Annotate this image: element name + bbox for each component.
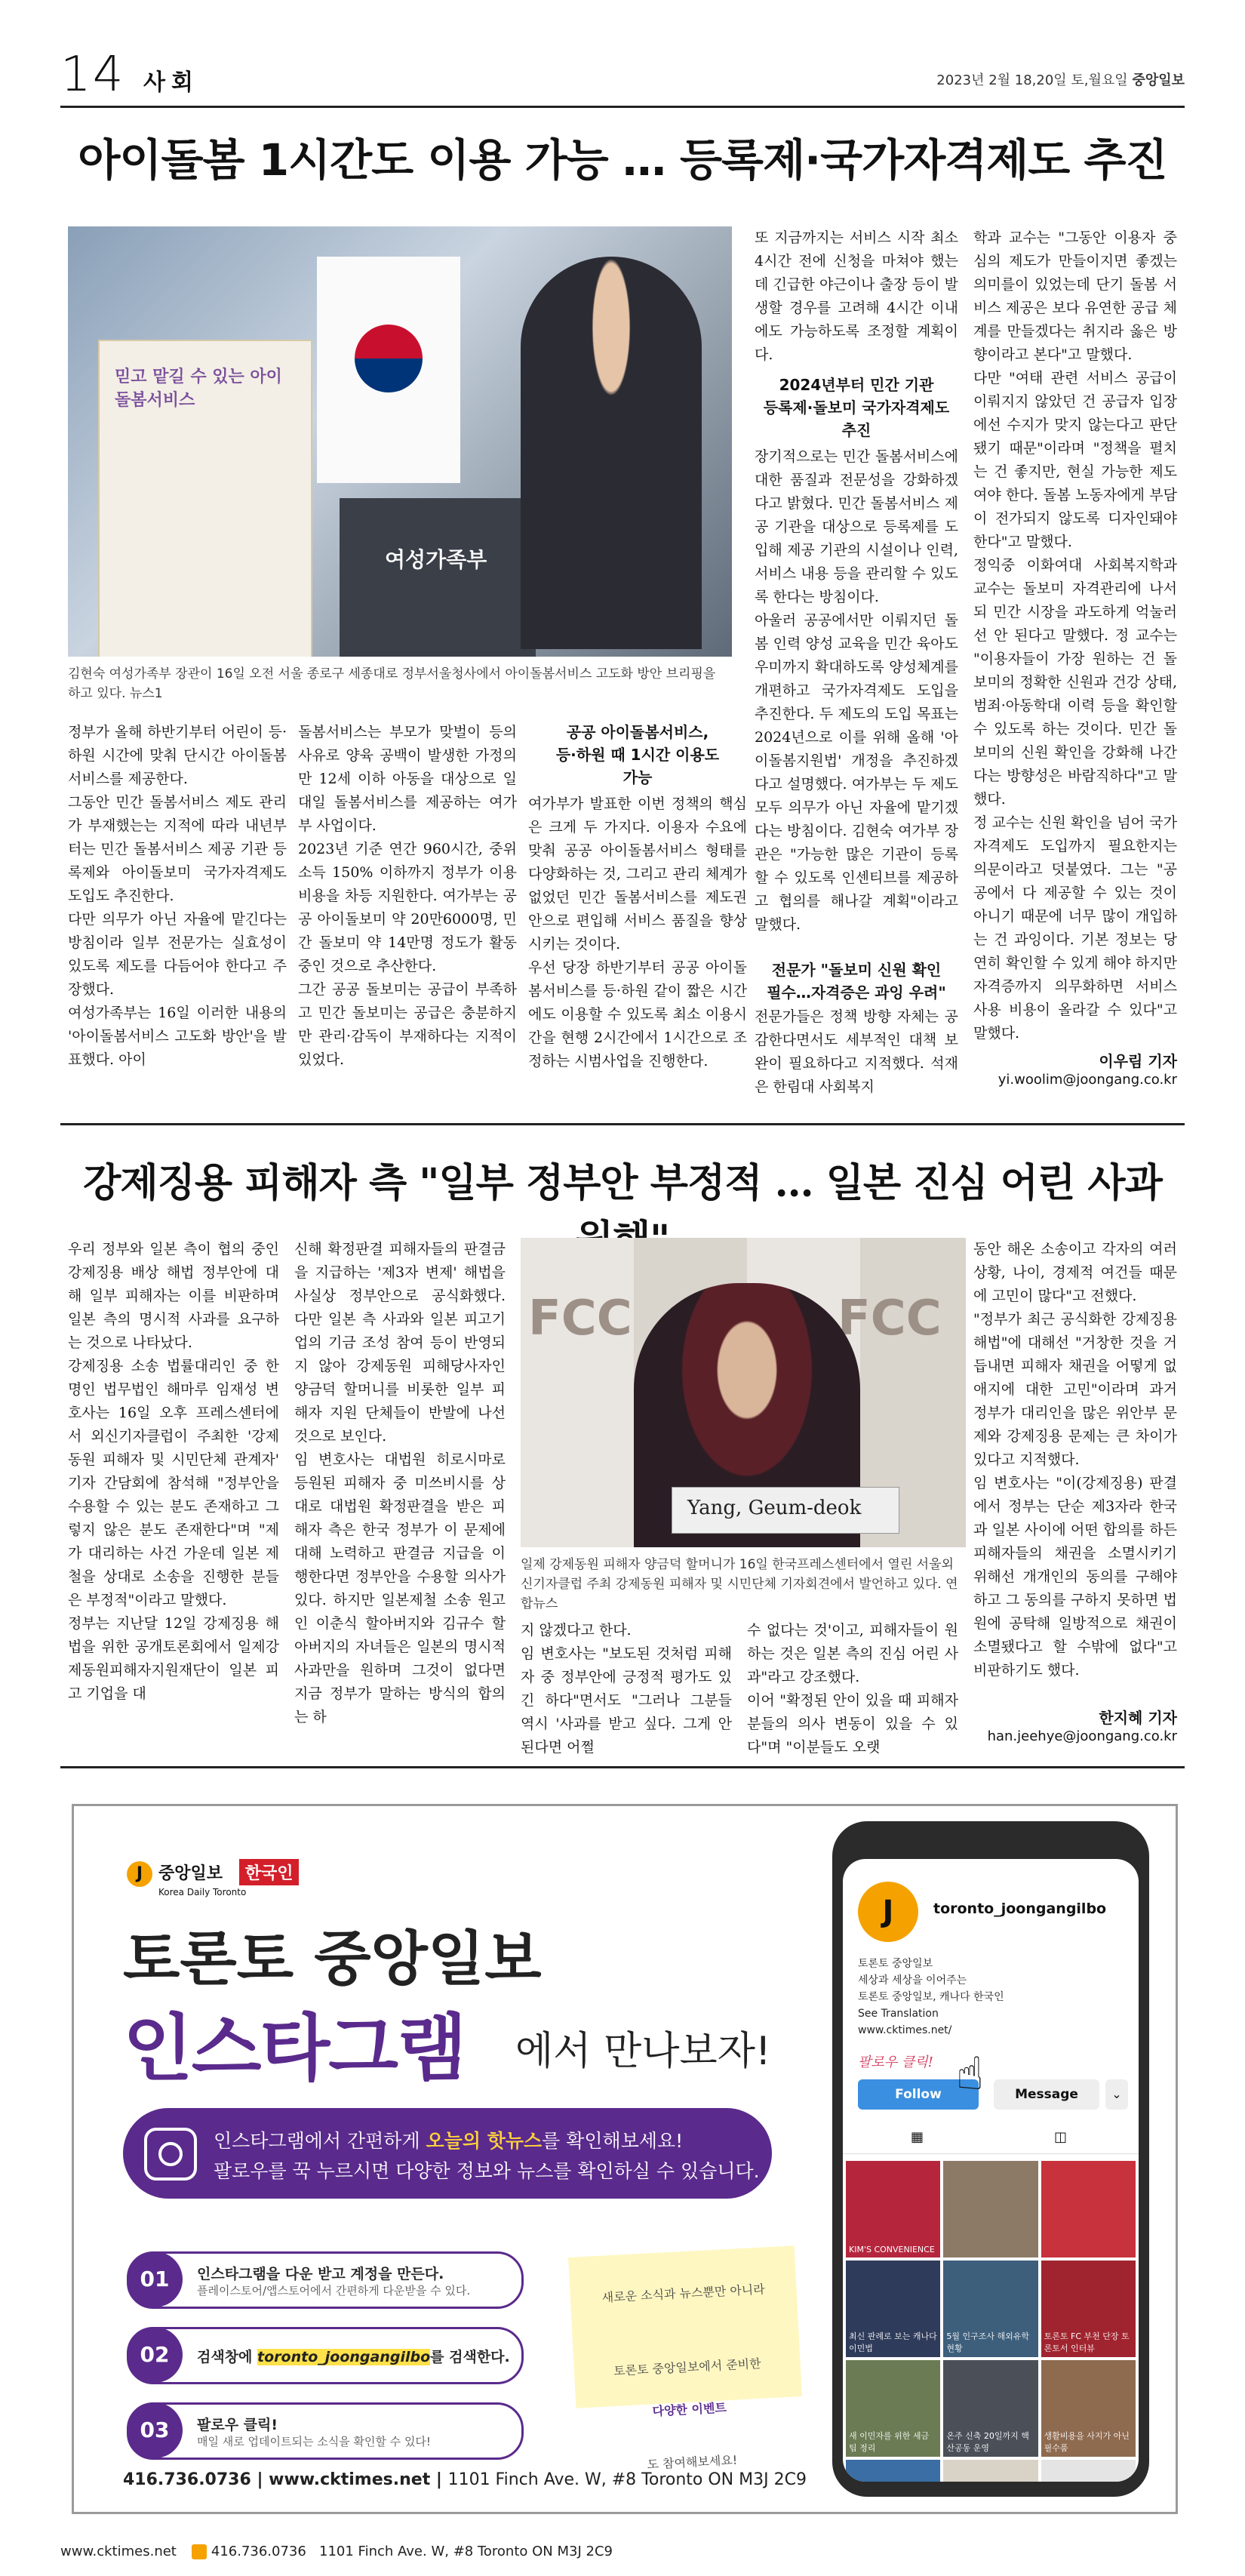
handwritten-note: 팔로우 클릭! [858, 2054, 933, 2070]
ad-info-pill: 인스타그램에서 간편하게 오늘의 핫뉴스를 확인해보세요! 팔로우를 꾹 누르시면 다양한 정보와 뉴스를 확인하실 수 있습니다. [123, 2108, 772, 2199]
backdrop-logo: FCC [528, 1291, 632, 1346]
post-thumb[interactable] [1041, 2460, 1136, 2482]
step-2: 02 검색창에 toronto_joongangilbo를 검색한다. [127, 2327, 524, 2384]
article2-photo [521, 1238, 966, 1547]
post-thumb[interactable]: 생활비용을 사지가 아닌 필수품 [1041, 2360, 1136, 2457]
article2-caption: 일제 강제동원 피해자 양금덕 할머니가 16일 한국프레스센터에서 열린 서울외신기자클럽 주최 강제동원 피해자 및 시민단체 기자회견에서 발언하고 있다. 연합뉴스 [521, 1557, 958, 1611]
policy-banner: 믿고 맡길 수 있는 아이돌봄서비스 [98, 340, 312, 657]
article1-col4a: 또 지금까지는 서비스 시작 최소 4시간 전에 신청을 마쳐야 했는데 긴급한 야근이나 출장 등이 발생할 경우를 고려해 4시간 이내에도 가능하도록 조정할 계획이다. [755, 229, 958, 363]
article1-subhead2: 2024년부터 민간 기관 등록제·돌보미 국가자격제도 추진 [763, 376, 950, 439]
joongang-logo-icon: J [127, 1861, 152, 1887]
article2-col1: 우리 정부와 일본 측이 협의 중인 강제징용 배상 해법 정부안에 대해 일부 피해자는 이를 비판하며 일본 측의 명시적 사과를 요구하는 것으로 나타났다. 강제징용 소송 법률대리인 중 한 명인 법무법인 해마루 임재성 변호사는 16일 오후 프레스센터에서 외신기자클럽이 주최한 '강제동원 피해자 및 시민단체 관계자' 기자 간담회에 참석해 "정부안을 수용할 수 있는 분도 존재하고 그렇지 않은 분도 존재한다"며 "제가 대리하는 사건 가운데 일본 제철을 상대로 소송을 진행한 분들은 부정적"이라고 말했다. 정부는 지난달 12일 강제징용 해법을 위한 공개토론회에서 일제강제동원피해자지원재단이 일본 피고 기업을 대 [68, 1241, 279, 1702]
article2-byline: 한지혜 기자 [1099, 1709, 1177, 1727]
instagram-ad [72, 1804, 1178, 2514]
article1-col2: 돌봄서비스는 부모가 맞벌이 등의 사유로 양육 공백이 발생한 가정의 만 12세 이하 아동을 대상으로 일대일 돌봄서비스를 제공하는 여가부 사업이다. 2023년 기준 연간 960시간, 중위소득 150% 이하까지 정부가 이용 비용을 차등 지원한다. 여가부는 공공 아이돌보미 약 20만6000명, 민간 돌보미 약 14만명 정도가 활동 중인 것으로 추산한다. 그간 공공 돌보미는 공급이 부족하고 민간 돌보미는 공급은 충분하지만 관리·감독이 부재하다는 지적이 있었다. [298, 724, 517, 1068]
nameplate: Yang, Geum-deok [672, 1487, 899, 1534]
post-thumb[interactable]: KIM'S CONVENIENCE [846, 2161, 940, 2257]
grid-icon[interactable]: ▦ [911, 2129, 924, 2145]
article2-col2: 신해 확정판결 피해자들의 판결금을 지급하는 '제3자 변제' 해법을 사실상 정부안으로 공식화했다. 다만 일본 측 사과와 일본 피고기업의 기금 조성 참여 등이 반영되지 않아 강제동원 피해당사자인 양금덕 할머니를 비롯한 일부 피해자 지원 단체들이 반발에 나선 것으로 보인다. 임 변호사는 대법원 히로시마로 등원된 피해자 중 미쓰비시를 상대로 대법원 확정판결을 받은 피해자 측은 한국 정부가 이 문제에 대해 노력하고 판결금 지급을 이행한다면 정부안을 수용할 의사가 있다. 하지만 일본제철 소송 원고인 이춘식 할아버지와 김규수 할아버지의 자녀들은 일본의 명시적 사과만을 원하며 그것이 없다면 지금 정부가 말하는 방식의 합의는 하 [294, 1241, 506, 1725]
step-1: 01 인스타그램을 다운 받고 계정을 만든다. 플레이스토어/앱스토어에서 간편하게 다운받을 수 있다. [127, 2251, 524, 2309]
issue-date: 2023년 2월 18,20일 토,월요일 중앙일보 [936, 72, 1185, 88]
article1-subhead1: 공공 아이돌봄서비스, 등·하원 때 1시간 이용도 가능 [555, 723, 720, 786]
profile-bio: 토론토 중앙일보 세상과 세상을 이어주는 토론토 중앙일보, 캐나다 한국인 See Translation www.cktimes.net/ [858, 1958, 1004, 2036]
follow-button[interactable]: Follow [858, 2079, 979, 2110]
event-note: 새로운 소식과 뉴스뿐만 아니라 토론토 중앙일보에서 준비한 다양한 이벤트 도 참여해보세요! [568, 2245, 802, 2408]
page-footer: www.cktimes.net 416.736.0736 1101 Finch Ave. W, #8 Toronto ON M3J 2C9 [60, 2544, 613, 2559]
message-button[interactable]: Message [994, 2079, 1099, 2110]
backdrop-logo: FCC [838, 1291, 942, 1346]
partner-logo: 한국인 [239, 1859, 300, 1885]
post-thumb[interactable]: 최신 판례로 보는 캐나다 이민법 [846, 2261, 940, 2357]
ad-title-instagram: 인스타그램 [123, 2006, 466, 2091]
section-divider [60, 1123, 1185, 1125]
article2-col4: 수 없다는 것'이고, 피해자들이 원하는 것은 일본 측의 진심 어린 사과"라고 강조했다. 이어 "확정된 안이 있을 때 피해자분들의 의사 변동이 있을 수 있다"며 "이분들도 오랫 [747, 1622, 958, 1756]
article1-photo [68, 226, 732, 657]
ad-contact: 416.736.0736 | www.cktimes.net | 1101 Finch Ave. W, #8 Toronto ON M3J 2C9 [123, 2470, 807, 2489]
chevron-down-icon[interactable]: ⌄ [1105, 2079, 1128, 2110]
page-number: 14 [60, 47, 125, 103]
article1-col5: 학과 교수는 "그동안 이용자 중심의 제도가 만들이지면 좋겠는 의미를이 있었는데 단기 돌봄 서비스 제공은 보다 유연한 공급 체계를 만들겠다는 취지라 옳은 방향이라고 본다"고 말했다. 다만 "여태 관련 서비스 공급이 이뤄지지 않았던 건 공급자 입장에선 수지가 맞지 않는다고 판단됐기 때문"이라며 "정책을 펼치는 건 좋지만, 현실 가능한 제도여야 한다. 돌봄 노동자에게 부담이 전가되지 않도록 디자인돼야 한다"고 말했다. 정익중 이화여대 사회복지학과 교수는 돌보미 자격관리에 나서되 민간 시장을 과도하게 억눌러선 안 된다고 말했다. 정 교수는 "이용자들이 가장 원하는 건 돌보미의 정확한 신원과 건강 상태, 범죄·아동학대 이력 등을 확인할 수 있도록 하는 것이다. 민간 돌보미의 신원 확인을 강화해 나간다는 방향성은 바람직하다"고 말했다. 정 교수는 신원 확인을 넘어 국가자격제도 도입까지 필요한지는 의문이라고 덧붙였다. 그는 "공공에서 다 제공할 수 있는 것이 아니기 때문에 너무 많이 개입하는 건 과잉이다. 기본 정보는 당연히 확인할 수 있게 해야 하지만 자격증까지 의무화하면 서비스 사용 비용이 올라갈 수 있다"고 말했다. [973, 229, 1177, 1042]
ad-logo: J 중앙일보 한국인 Korea Daily Toronto [127, 1859, 299, 1897]
post-thumb[interactable] [943, 2460, 1038, 2482]
profile-username: toronto_joongangilbo [933, 1900, 1107, 1917]
post-thumb[interactable] [943, 2161, 1038, 2257]
article1-col4b: 장기적으로는 민간 돌봄서비스에 대한 품질과 전문성을 강화하겠다고 밝혔다. 민간 돌봄서비스 제공 기관을 대상으로 등록제를 도입해 제공 기관의 시설이나 인력, 서비스 내용 등을 관리할 수 있도록 한다는 방침이다. 아울러 공공에서만 이뤄지던 돌봄 인력 양성 교육을 민간 육아도우미까지 확대하도록 양성체계를 개편하고 국가자격제도 도입을 추진한다. 두 제도의 도입 목표는 2024년으로 이를 위해 올해 '아이돌봄지원법' 개정을 추진하겠다고 설명했다. 여가부는 두 제도 모두 의무가 아닌 자율에 맡기겠다는 방침이다. 김현숙 여가부 장관은 "가능한 많은 기관이 등록할 수 있도록 인센티브를 제공하고 협의를 해나갈 계획"이라고 말했다. [755, 448, 958, 933]
profile-tabs [843, 2123, 1139, 2154]
tagged-icon[interactable]: ◫ [1054, 2129, 1068, 2145]
step-3: 03 팔로우 클릭! 매일 새로 업데이트되는 소식을 확인할 수 있다! [127, 2402, 524, 2460]
article1-subhead3: 전문가 "돌보미 신원 확인 필수…자격증은 과잉 우려" [767, 961, 946, 1002]
article2-email: han.jeehye@joongang.co.kr [987, 1728, 1177, 1744]
article1-col3: 여가부가 발표한 이번 정책의 핵심은 크게 두 가지다. 이용자 수요에 맞춰 공공 아이돌봄서비스 형태를 다양화하는 것, 그리고 관리 체계가 없었던 민간 돌봄서비스를 제도권 안으로 편입해 서비스 품질을 향상시키는 것이다. 우선 당장 하반기부터 공공 아이돌봄서비스를 등·하원 같이 짧은 시간에도 이용할 수 있도록 최소 이용시간을 현행 2시간에서 1시간으로 조정하는 시범사업을 진행한다. [528, 796, 747, 1069]
instagram-profile-screen [843, 1859, 1139, 2482]
post-thumb[interactable]: 새 이민자를 위한 세금 팁 정리 [846, 2360, 940, 2457]
section-divider [60, 1766, 1185, 1768]
post-grid [846, 2161, 1136, 2482]
article1-caption: 김현숙 여성가족부 장관이 16일 오전 서울 종로구 세종대로 정부서울청사에서 아이돌봄서비스 고도화 방안 브리핑을 하고 있다. 뉴스1 [68, 666, 716, 701]
phone-mockup [832, 1821, 1149, 2497]
post-thumb[interactable] [1041, 2161, 1136, 2257]
speaker-figure [521, 257, 702, 649]
post-thumb[interactable]: 5월 인구조사 해외유학 현황 [943, 2261, 1038, 2357]
page-header [60, 47, 1185, 108]
flag-image [317, 257, 460, 483]
article2-headline: 강제징용 피해자 측 "일부 정부안 부정적 … 일본 진심 어린 사과 [83, 1160, 1162, 1206]
phone-icon [192, 2544, 207, 2559]
post-thumb[interactable] [846, 2460, 940, 2482]
pointing-hand-icon: ☝ [956, 2048, 984, 2101]
post-thumb[interactable]: 토론토 FC 부천 단장 토론토서 인터뷰 [1041, 2261, 1136, 2357]
instagram-icon [144, 2128, 197, 2181]
article2-col5: 동안 해온 소송이고 각자의 여러 상황, 나이, 경제적 여건들 때문에 고민이 많다"고 전했다. "정부가 최근 공식화한 강제징용 해법"에 대해선 "거창한 것을 거듭내면 피해자 채권을 어떻게 없애지에 대한 고민"이라며 과거 정부가 대리인을 많은 위안부 문제와 강제징용 문제는 큰 차이가 있다고 지적했다. 임 변호사는 "이(강제징용) 판결에서 정부는 단순 제3자라 한국과 일본 사이에 어떤 합의를 하든 피해자들의 채권을 소멸시키기 위해선 개개인의 동의를 구해야 하고 그 동의를 구하지 못하면 법원에 공탁해 일방적으로 채권이 소멸됐다고 할 수밖에 없다"고 비판하기도 했다. [973, 1241, 1177, 1679]
article1-byline: 이우림 기자 [1099, 1052, 1177, 1070]
article1-col4c: 전문가들은 정책 방향 자체는 공감한다면서도 세부적인 대책 보완이 필요하다고 지적했다. 석재은 한림대 사회복지 [755, 1008, 958, 1095]
ad-title: 토론토 중앙일보 [123, 1925, 542, 1993]
article1-email: yi.woolim@joongang.co.kr [998, 1072, 1177, 1088]
article1-headline: 아이돌봄 1시간도 이용 가능 … 등록제·국가자격제도 추진 [78, 134, 1167, 186]
ad-title-suffix: 에서 만나보자! [515, 2029, 771, 2074]
profile-avatar: J [858, 1882, 918, 1942]
article1-col1: 정부가 올해 하반기부터 어린이 등·하원 시간에 맞춰 단시간 아이돌봄서비스를 제공한다. 그동안 민간 돌봄서비스 제도 관리가 부재했는는 지적에 따라 내년부터는 민간 돌봄서비스 제공 기관 등록제와 아이돌보미 국가자격제도 도입도 추진한다. 다만 의무가 아닌 자율에 맡긴다는 방침이라 일부 전문가는 실효성이 있도록 제도를 다듬어야 한다고 주장했다. 여성가족부는 16일 이러한 내용의 '아이돌봄서비스 고도화 방안'을 발표했다. 아이 [68, 724, 287, 1068]
podium: 여성가족부 [340, 498, 536, 657]
article2-col3: 지 않겠다고 한다. 임 변호사는 "보도된 것처럼 피해자 중 정부안에 긍정적 평가도 있긴 하다"면서도 "그러나 그분들 역시 '사과를 받고 싶다. 그게 안 된다면 어쩔 [521, 1622, 732, 1756]
section-name: 사회 [143, 69, 199, 96]
post-thumb[interactable]: 온주 신축 20일까지 핵산공동 운영 [943, 2360, 1038, 2457]
